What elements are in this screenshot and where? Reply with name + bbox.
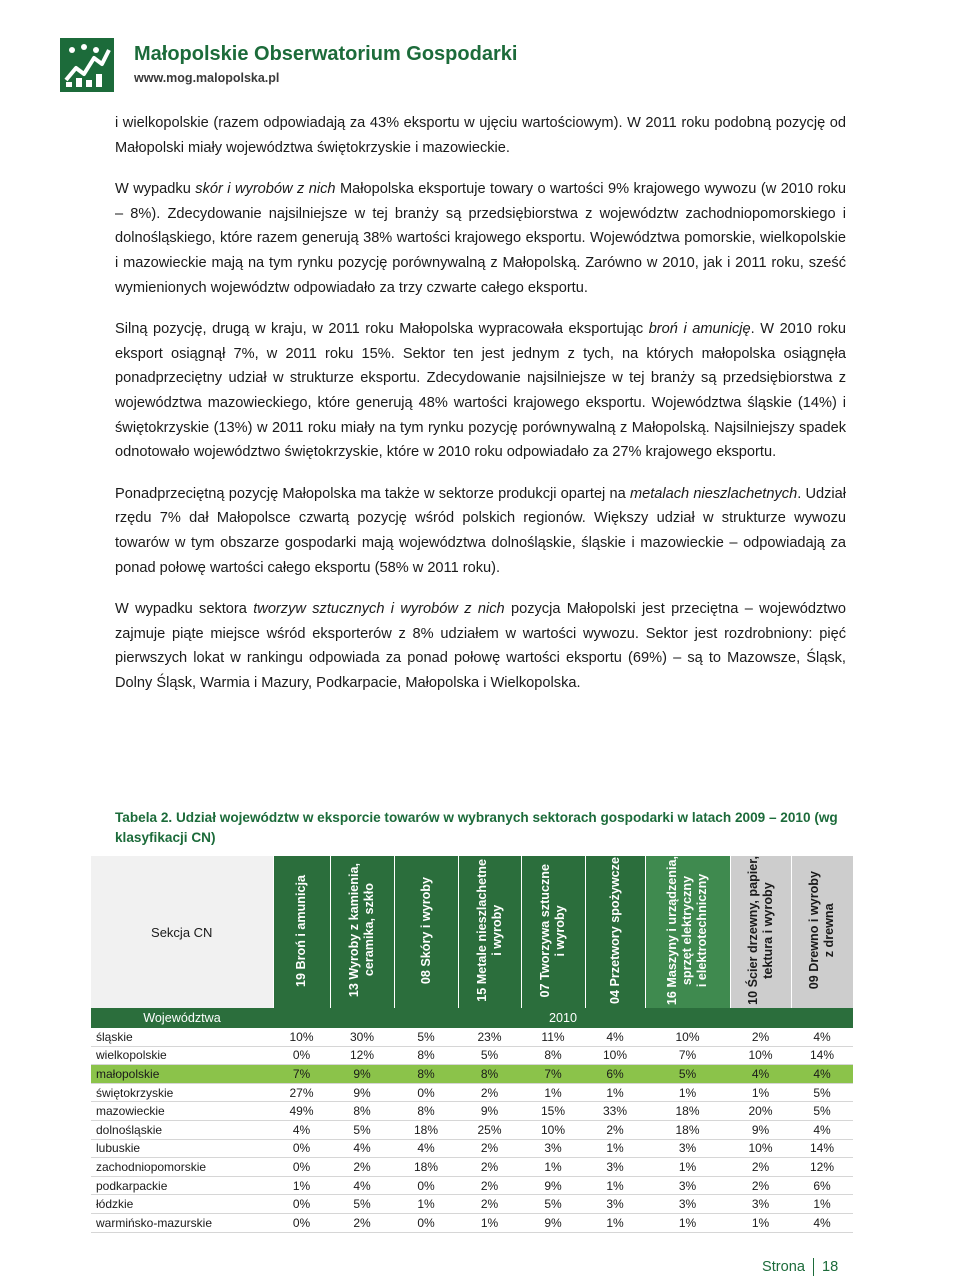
share-value: 8% <box>458 1065 521 1084</box>
share-value: 33% <box>585 1102 645 1121</box>
share-value: 0% <box>273 1139 330 1158</box>
voivodeship-name: zachodniopomorskie <box>91 1158 273 1177</box>
brand-title: Małopolskie Obserwatorium Gospodarki <box>134 43 518 65</box>
col-header <box>273 856 330 1008</box>
col-header-line: 16 Maszyny i urządzenia, <box>665 856 679 1006</box>
share-value: 1% <box>730 1214 791 1233</box>
table-row <box>91 1083 853 1102</box>
col-header <box>730 856 791 1008</box>
share-value: 1% <box>585 1139 645 1158</box>
table-row <box>91 1214 853 1233</box>
table-row <box>91 1102 853 1121</box>
paragraph <box>115 482 846 580</box>
col-header <box>521 856 585 1008</box>
col-header-label <box>608 857 623 1004</box>
col-header-label <box>665 856 710 1005</box>
col-header <box>645 856 730 1008</box>
voivodeship-name: łódzkie <box>91 1195 273 1214</box>
share-value: 4% <box>585 1028 645 1046</box>
share-value: 8% <box>394 1065 458 1084</box>
share-value: 5% <box>458 1046 521 1065</box>
share-value: 1% <box>394 1195 458 1214</box>
text-run: i wielkopolskie (razem odpowiadają za 43% eksportu w ujęciu wartościowym). W 2011 roku podobną pozycję od Małopolski miały województwa świętokrzyskie i mazowieckie. <box>115 115 846 156</box>
share-value: 0% <box>273 1046 330 1065</box>
share-value: 9% <box>458 1102 521 1121</box>
share-value: 1% <box>585 1083 645 1102</box>
share-value: 25% <box>458 1121 521 1140</box>
italic-phrase: tworzyw sztucznych i wyrobów z nich <box>253 601 505 618</box>
share-value: 3% <box>585 1195 645 1214</box>
brand-url[interactable]: www.mog.malopolska.pl <box>134 71 280 85</box>
share-value: 5% <box>330 1195 394 1214</box>
col-header-label <box>475 859 505 1002</box>
voivodeship-name: śląskie <box>91 1028 273 1046</box>
share-value: 10% <box>645 1028 730 1046</box>
page-header <box>60 38 760 94</box>
share-value: 49% <box>273 1102 330 1121</box>
share-value: 12% <box>330 1046 394 1065</box>
share-value: 2% <box>330 1214 394 1233</box>
share-value: 4% <box>791 1065 853 1084</box>
share-value: 15% <box>521 1102 585 1121</box>
table-row <box>91 1121 853 1140</box>
table-caption-prefix: Tabela 2. <box>115 810 173 825</box>
share-value: 8% <box>394 1102 458 1121</box>
voivodeship-name: lubuskie <box>91 1139 273 1158</box>
share-value: 9% <box>330 1083 394 1102</box>
share-value: 1% <box>645 1158 730 1177</box>
table-row <box>91 1139 853 1158</box>
share-value: 1% <box>791 1195 853 1214</box>
paragraph <box>115 177 846 300</box>
share-value: 2% <box>730 1158 791 1177</box>
col-header <box>585 856 645 1008</box>
share-value: 12% <box>791 1158 853 1177</box>
col-header <box>458 856 521 1008</box>
share-value: 1% <box>458 1214 521 1233</box>
table-row <box>91 1046 853 1065</box>
share-value: 4% <box>791 1028 853 1046</box>
table-caption-text: Udział województw w eksporcie towarów w wybranych sektorach gospodarki w latach 2009 – 2010 (wg klasyfikacji CN) <box>115 810 838 845</box>
col-header-line: 15 Metale nieszlachetne <box>474 859 489 1002</box>
share-value: 20% <box>730 1102 791 1121</box>
share-value: 9% <box>730 1121 791 1140</box>
col-header-label <box>807 871 837 989</box>
share-value: 5% <box>330 1121 394 1140</box>
share-value: 4% <box>730 1065 791 1084</box>
share-value: 7% <box>521 1065 585 1084</box>
share-value: 3% <box>521 1139 585 1158</box>
share-value: 1% <box>585 1214 645 1233</box>
share-value: 7% <box>645 1046 730 1065</box>
share-value: 10% <box>273 1028 330 1046</box>
paragraph <box>115 597 846 695</box>
share-value: 18% <box>394 1121 458 1140</box>
share-value: 1% <box>273 1176 330 1195</box>
share-value: 1% <box>585 1176 645 1195</box>
share-value: 6% <box>585 1065 645 1084</box>
table-row <box>91 1195 853 1214</box>
share-value: 3% <box>730 1195 791 1214</box>
share-value: 9% <box>521 1214 585 1233</box>
col-header-line: i wyroby <box>553 905 567 957</box>
share-value: 0% <box>273 1214 330 1233</box>
col-header-label <box>294 875 309 987</box>
voivodeship-name: mazowieckie <box>91 1102 273 1121</box>
share-value: 4% <box>330 1176 394 1195</box>
page-label: Strona <box>762 1258 805 1275</box>
share-value: 2% <box>730 1028 791 1046</box>
share-value: 2% <box>458 1139 521 1158</box>
share-value: 2% <box>458 1176 521 1195</box>
share-value: 5% <box>394 1028 458 1046</box>
voivodeship-name: wielkopolskie <box>91 1046 273 1065</box>
table-row <box>91 1176 853 1195</box>
share-value: 3% <box>585 1158 645 1177</box>
share-value: 23% <box>458 1028 521 1046</box>
share-value: 10% <box>521 1121 585 1140</box>
export-share-table <box>91 856 854 1233</box>
share-value: 8% <box>330 1102 394 1121</box>
share-value: 18% <box>394 1158 458 1177</box>
share-value: 4% <box>273 1121 330 1140</box>
share-value: 10% <box>585 1046 645 1065</box>
share-value: 18% <box>645 1121 730 1140</box>
share-value: 2% <box>730 1176 791 1195</box>
italic-phrase: broń i amunicję <box>648 321 751 338</box>
voivodeship-name: małopolskie <box>91 1065 273 1084</box>
share-value: 14% <box>791 1139 853 1158</box>
share-value: 11% <box>521 1028 585 1046</box>
share-value: 5% <box>791 1083 853 1102</box>
share-value: 8% <box>521 1046 585 1065</box>
share-value: 4% <box>330 1139 394 1158</box>
col-header-line: i elektrotechniczny <box>695 873 709 988</box>
table-subheader-row <box>91 1008 853 1028</box>
voivodeship-name: podkarpackie <box>91 1176 273 1195</box>
page-separator <box>813 1258 814 1276</box>
col-header-line: 07 Tworzywa sztuczne <box>538 863 552 998</box>
paragraph <box>115 111 846 160</box>
col-header-line: 08 Skóry i wyroby <box>418 876 433 985</box>
share-value: 18% <box>645 1102 730 1121</box>
share-value: 2% <box>458 1195 521 1214</box>
voivodeship-name: warmińsko-mazurskie <box>91 1214 273 1233</box>
table-row <box>91 1158 853 1177</box>
col-header-line: tektura i wyroby <box>760 882 775 979</box>
share-value: 10% <box>730 1046 791 1065</box>
col-header-label <box>538 864 568 997</box>
share-value: 8% <box>394 1046 458 1065</box>
col-header-label <box>746 856 776 1005</box>
share-value: 9% <box>521 1176 585 1195</box>
italic-phrase: metalach nieszlachetnych <box>629 485 798 502</box>
mog-logo-icon <box>60 38 114 92</box>
share-value: 6% <box>791 1176 853 1195</box>
col-header-line: 09 Drewno i wyroby <box>807 871 821 990</box>
share-value: 0% <box>394 1214 458 1233</box>
share-value: 30% <box>330 1028 394 1046</box>
year-label: 2010 <box>273 1008 853 1028</box>
share-value: 4% <box>791 1121 853 1140</box>
page-number-value: 18 <box>822 1258 839 1275</box>
share-value: 5% <box>645 1065 730 1084</box>
col-header <box>791 856 853 1008</box>
col-header-line: sprzęt elektryczny <box>680 875 694 986</box>
share-value: 7% <box>273 1065 330 1084</box>
col-header-line: 04 Przetwory spożywcze <box>607 857 622 1005</box>
table-row <box>91 1065 853 1084</box>
sekcja-header: Sekcja CN <box>91 856 273 1008</box>
italic-phrase: skór i wyrobów z nich <box>195 181 336 198</box>
text-run: Małopolska eksportuje towary o wartości 9% krajowego wywozu (w 2010 roku – 8%). Zdecydowanie najsilniejsze w tej branży są przedsiębiorstwa z województw zachodniopomorskiego i dolnośląskiego, które razem generują 38% wartości krajowego eksportu. Województwa pomorskie, wielkopolskie i mazowieckie mają na tym rynku pozycję porównywalną z Małopolską. Zarówno w 2010, jak i 2011 roku, sześć wymienionych województw odpowiadało za trzy czwarte całego eksportu. <box>115 181 847 296</box>
share-value: 3% <box>645 1139 730 1158</box>
page-number <box>762 1258 838 1276</box>
voivodeship-name: świętokrzyskie <box>91 1083 273 1102</box>
text-run: . W 2010 roku eksport osiągnął 7%, w 2011 roku 15%. Sektor ten jest jednym z tych, na których małopolska osiągnęła ponadprzeciętny udział w strukturze eksportu. Zdecydowanie najsilniejsze w tej branży są przedsiębiorstwa z województwa mazowieckiego, które generują 48% wartości krajowego eksportu. Województwa śląskie (14%) i świętokrzyskie (13%) w 2011 roku miały na tym rynku pozycję porównywalną z Małopolską. Najsilniejszy spadek odnotowało województwo świętokrzyskie, które w 2010 roku odpowiadało za 27% krajowego eksportu. <box>115 321 846 461</box>
share-value: 1% <box>730 1083 791 1102</box>
col-header-label <box>419 877 434 984</box>
share-value: 3% <box>645 1176 730 1195</box>
share-value: 4% <box>791 1214 853 1233</box>
text-run: . Udział rzędu 7% dał Małopolsce czwartą pozycję wśród polskich regionów. Większy udział w strukturze wywozu towarów w tym obszarze gospodarki mają województwa dolnośląskie, śląskie i mazowieckie – odpowiadają za ponad połowę wartości całego eksportu (58% w 2011 roku). <box>115 485 847 576</box>
share-value: 5% <box>521 1195 585 1214</box>
share-value: 10% <box>730 1139 791 1158</box>
share-value: 1% <box>645 1083 730 1102</box>
col-header <box>330 856 394 1008</box>
table-header-row <box>91 856 853 1008</box>
share-value: 2% <box>458 1083 521 1102</box>
table-row <box>91 1028 853 1046</box>
col-header-line: i wyroby <box>489 905 504 957</box>
share-value: 1% <box>521 1158 585 1177</box>
share-value: 0% <box>394 1176 458 1195</box>
share-value: 0% <box>394 1083 458 1102</box>
text-run: Ponadprzeciętną pozycję Małopolska ma także w sektorze produkcji opartej na <box>115 485 630 502</box>
col-header-line: 13 Wyroby z kamienia, <box>347 863 361 998</box>
col-header-line: 19 Broń i amunicja <box>294 874 308 987</box>
text-run: Silną pozycję, drugą w kraju, w 2011 roku Małopolska wypracowała eksportując <box>115 321 649 338</box>
share-value: 2% <box>330 1158 394 1177</box>
share-value: 1% <box>521 1083 585 1102</box>
col-header-line: 10 Ścier drzewny, papier, <box>745 856 760 1005</box>
share-value: 1% <box>645 1214 730 1233</box>
body-text <box>115 111 846 712</box>
text-run: pozycja Małopolski jest przeciętna – województwo zajmuje piąte miejsce wśród eksporterów z 8% udziałem w wartości wywozu. Sektor jest rozdrobniony: pięć pierwszych lokat w rankingu odpowiada za ponad połowę wartości eksportu (69%) – są to Mazowsze, Śląsk, Dolny Śląsk, Warmia i Mazury, Podkarpacie, Małopolska i Wielkopolska. <box>115 601 846 691</box>
table-caption <box>115 808 850 848</box>
share-value: 4% <box>394 1139 458 1158</box>
col-header <box>394 856 458 1008</box>
text-run: W wypadku sektora <box>115 601 254 618</box>
share-value: 5% <box>791 1102 853 1121</box>
share-value: 9% <box>330 1065 394 1084</box>
paragraph <box>115 317 846 465</box>
share-value: 2% <box>458 1158 521 1177</box>
share-value: 0% <box>273 1158 330 1177</box>
share-value: 3% <box>645 1195 730 1214</box>
voivodeship-name: dolnośląskie <box>91 1121 273 1140</box>
col-header-line: z drewna <box>822 903 836 958</box>
text-run: W wypadku <box>115 181 196 198</box>
wojewodztwa-label: Województwa <box>91 1008 273 1028</box>
col-header-label <box>347 863 377 997</box>
share-value: 14% <box>791 1046 853 1065</box>
share-value: 0% <box>273 1195 330 1214</box>
col-header-line: ceramika, szkło <box>362 883 376 978</box>
share-value: 2% <box>585 1121 645 1140</box>
share-value: 27% <box>273 1083 330 1102</box>
